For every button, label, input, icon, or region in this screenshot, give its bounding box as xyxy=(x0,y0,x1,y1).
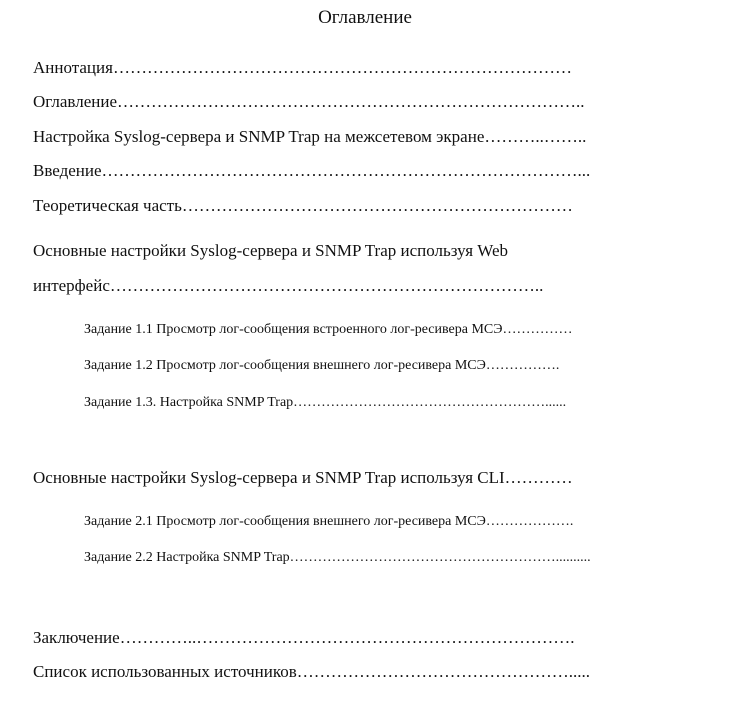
toc-subentry-1-2: Задание 1.2 Просмотр лог-сообщения внешнего лог-ресивера МСЭ……………. xyxy=(84,358,560,373)
toc-entry-introduction: Введение…………………………………………………………………………... xyxy=(33,161,591,180)
toc-entry-contents: Оглавление……………………………………………………………………….. xyxy=(33,92,585,111)
toc-entry-cli-setup: Основные настройки Syslog-сервера и SNMP Trap используя CLI………… xyxy=(33,468,573,487)
toc-subentry-2-1: Задание 2.1 Просмотр лог-сообщения внешнего лог-ресивера МСЭ………………. xyxy=(84,514,574,529)
toc-entry-firewall-setup: Настройка Syslog-сервера и SNMP Trap на межсетевом экране………..…….. xyxy=(33,127,587,146)
toc-entry-web-setup: Основные настройки Syslog-сервера и SNMP Trap используя Web xyxy=(33,241,509,260)
toc-entry-theory: Теоретическая часть…………………………………………………………… xyxy=(33,196,573,215)
toc-entry-web-setup-cont: интерфейс………………………………………………………………….. xyxy=(33,276,544,295)
toc-subentry-1-1: Задание 1.1 Просмотр лог-сообщения встроенного лог-ресивера МСЭ…………… xyxy=(84,322,573,337)
toc-subentry-2-2: Задание 2.2 Настройка SNMP Trap………………………………………………….......... xyxy=(84,550,591,565)
toc-entry-references: Список использованных источников…………………………………………..... xyxy=(33,662,590,681)
toc-subentry-1-3: Задание 1.3. Настройка SNMP Trap………………………………………………...... xyxy=(84,395,567,410)
toc-title: Оглавление xyxy=(318,7,412,28)
toc-entry-annotation: Аннотация……………………………………………………………………… xyxy=(33,58,572,77)
toc-entry-conclusion: Заключение…………..…………………………………………………………. xyxy=(33,628,575,647)
